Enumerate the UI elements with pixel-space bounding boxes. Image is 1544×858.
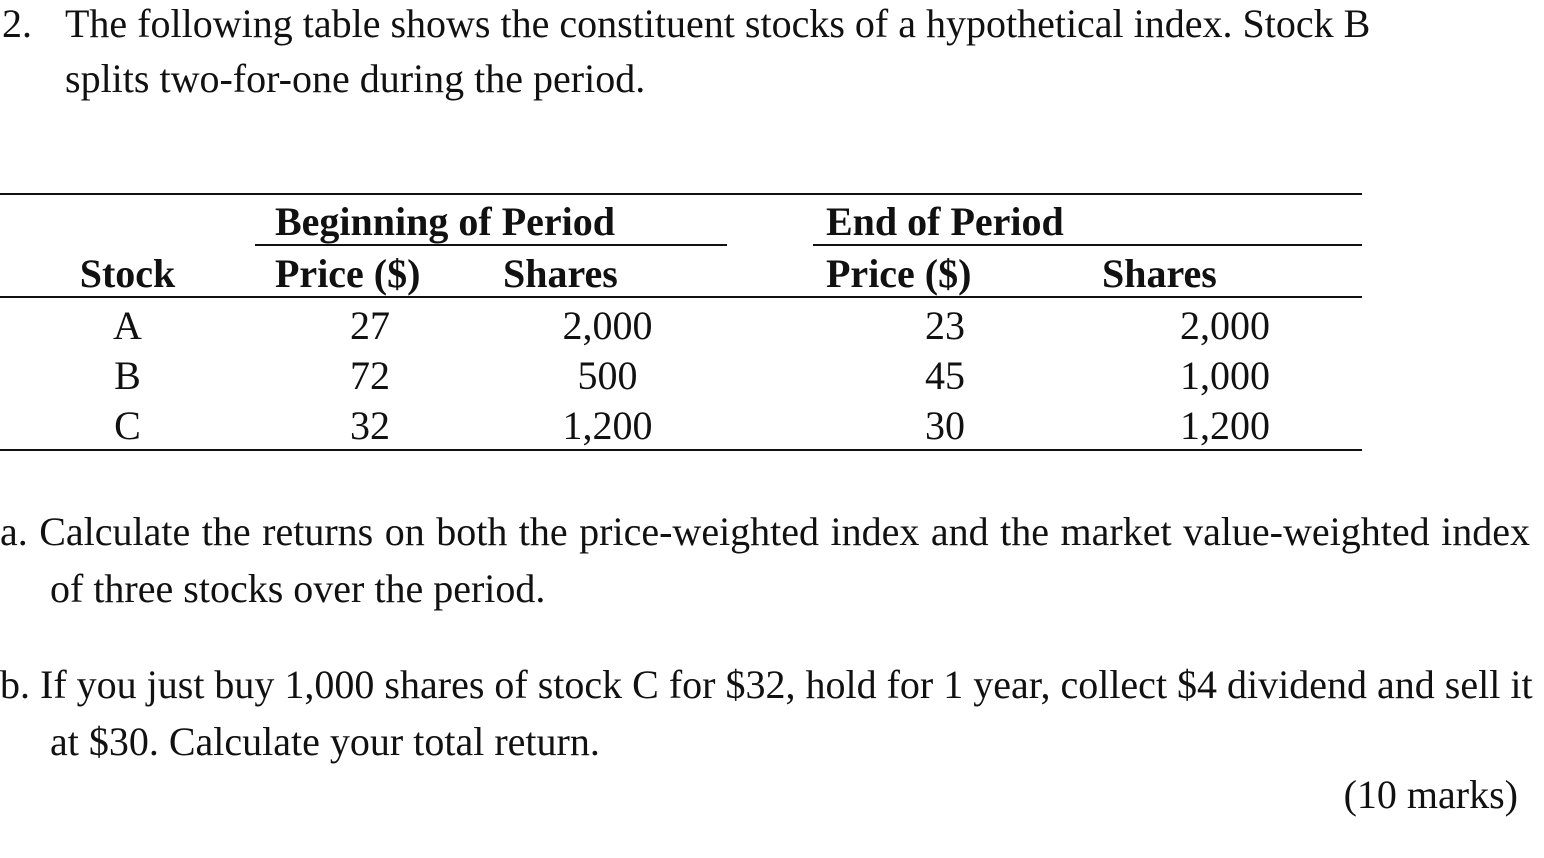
- cell-stock: C: [114, 403, 141, 448]
- column-header-begin-price: Price ($): [275, 251, 421, 296]
- column-header-end-shares: Shares: [1102, 251, 1217, 296]
- column-header-begin-shares: Shares: [503, 251, 618, 296]
- cell-end-price: 30: [925, 403, 965, 448]
- cell-stock: B: [114, 353, 141, 398]
- part-a-text: a. Calculate the returns on both the price-weighted index and the market value-weighted index of three stocks over the period.: [0, 509, 1530, 611]
- table-top-rule: [0, 193, 1362, 195]
- cell-begin-price: 27: [350, 303, 390, 348]
- column-header-stock: Stock: [79, 251, 176, 296]
- cell-begin-price: 32: [350, 403, 390, 448]
- cell-end-price: 45: [925, 353, 965, 398]
- cell-end-price: 23: [925, 303, 965, 348]
- marks-label: (10 marks): [1343, 772, 1518, 817]
- column-header-end-price: Price ($): [826, 251, 972, 296]
- cell-begin-shares: 1,200: [562, 403, 653, 448]
- question-text-line1: The following table shows the constituent stocks of a hypothetical index. Stock B: [65, 1, 1371, 46]
- table-bottom-rule: [0, 449, 1362, 451]
- end-of-period-header: End of Period: [826, 199, 1064, 244]
- cell-begin-shares: 500: [577, 353, 638, 398]
- cell-end-shares: 1,200: [1180, 403, 1270, 448]
- cell-stock: A: [113, 303, 142, 348]
- part-b-text: b. If you just buy 1,000 shares of stock C for $32, hold for 1 year, collect $4 dividend and sell it at $30. Calculate your total return.: [0, 662, 1533, 764]
- cell-end-shares: 1,000: [1180, 353, 1270, 398]
- cell-end-shares: 2,000: [1180, 303, 1270, 348]
- beginning-of-period-header: Beginning of Period: [275, 199, 616, 244]
- cell-begin-price: 72: [350, 353, 390, 398]
- question-text-line2: splits two-for-one during the period.: [65, 56, 646, 101]
- question-number: 2.: [2, 1, 32, 46]
- cell-begin-shares: 2,000: [562, 303, 653, 348]
